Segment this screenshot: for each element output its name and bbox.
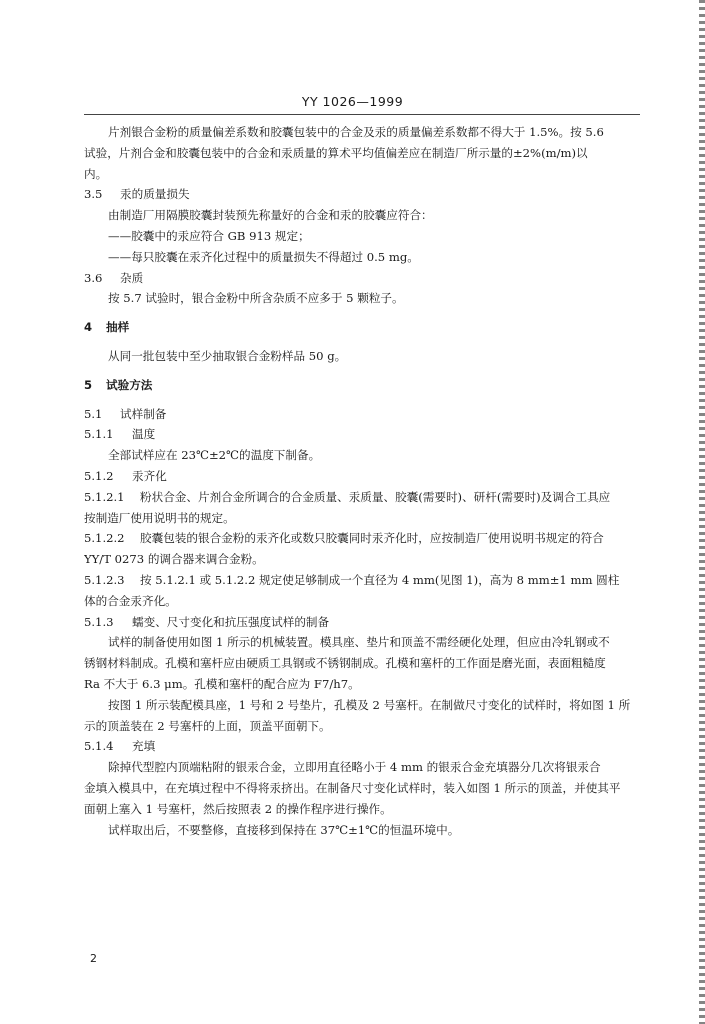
section-number: 5.1.2.3 [84,572,125,587]
section-title: 汞齐化 [132,468,167,483]
section-title: 充填 [132,739,156,754]
section-number: 5.1.1 [84,427,114,442]
paragraph-line: 按图 1 所示装配模具座，1 号和 2 号垫片，孔模及 2 号塞杆。在制做尺寸变化的试样时，将如图 1 所 [108,697,631,712]
paragraph-line: Ra 不大于 6.3 μm。孔模和塞杆的配合应为 F7/h7。 [84,676,360,691]
bullet-line: ——每只胶囊在汞齐化过程中的质量损失不得超过 0.5 mg。 [108,249,419,264]
paragraph-line: 从同一批包装中至少抽取银合金粉样品 50 g。 [108,348,347,363]
clause-text: 胶囊包装的银合金粉的汞齐化或数只胶囊同时汞齐化时，应按制造厂使用说明书规定的符合 [140,531,604,546]
section-title: 汞的质量损失 [120,187,190,202]
clause-5-1-2-3 [84,570,640,591]
section-heading-5-1-2 [84,466,640,487]
paragraph-line: 面朝上塞入 1 号塞杆，然后按照表 2 的操作程序进行操作。 [84,801,392,816]
paragraph-line: YY/T 0273 的调合器来调合金粉。 [84,552,264,567]
section-heading-5-1-4 [84,736,640,757]
scan-edge-artifact [699,0,705,1024]
section-heading-3-6 [84,268,640,289]
paragraph-line: 锈钢材料制成。孔模和塞杆应由硬质工具钢或不锈钢制成。孔模和塞杆的工作面是磨光面，表面粗糙度 [84,656,606,671]
section-number: 5.1.4 [84,739,114,754]
section-number: 5.1.2.1 [84,489,125,504]
paragraph-line: 试验，片剂合金和胶囊包装中的合金和汞质量的算术平均值偏差应在制造厂所示量的±2%(m/m)以 [84,145,588,160]
section-number: 3.5 [84,187,103,202]
paragraph-line: 由制造厂用隔膜胶囊封装预先称量好的合金和汞的胶囊应符合： [108,208,433,223]
clause-text: 按 5.1.2.1 或 5.1.2.2 规定使足够制成一个直径为 4 mm(见图 1)，高为 8 mm±1 mm 圆柱 [140,572,620,587]
clause-5-1-2-1 [84,487,640,508]
section-number: 5.1.3 [84,614,114,629]
page-number: 2 [90,952,97,965]
section-heading-4 [84,317,640,338]
section-heading-3-5 [84,184,640,205]
section-number: 5.1.2.2 [84,531,125,546]
paragraph-line: 试样取出后，不要整修，直接移到保持在 37℃±1℃的恒温环境中。 [108,822,460,837]
section-heading-5-1-1 [84,424,640,445]
clause-5-1-2-2 [84,528,640,549]
clause-text: 粉状合金、片剂合金所调合的合金质量、汞质量、胶囊(需要时)、研杆(需要时)及调合工具应 [140,489,611,504]
section-number: 4 [84,320,93,335]
paragraph-line: 示的顶盖装在 2 号塞杆的上面，顶盖平面朝下。 [84,718,331,733]
section-number: 5 [84,377,93,392]
section-title: 温度 [132,427,156,442]
section-title: 试样制备 [120,406,167,421]
paragraph-line: 按 5.7 试验时，银合金粉中所含杂质不应多于 5 颗粒子。 [108,291,404,306]
document-body [84,122,640,840]
section-heading-5 [84,375,640,396]
paragraph-line: 体的合金汞齐化。 [84,593,177,608]
paragraph-line: 片剂银合金粉的质量偏差系数和胶囊包装中的合金及汞的质量偏差系数都不得大于 1.5%。按 5.6 [108,125,604,139]
paragraph-line: 全部试样应在 23℃±2℃的温度下制备。 [108,448,321,463]
paragraph-line: 金填入模具中，在充填过程中不得将汞挤出。在制备尺寸变化试样时，装入如图 1 所示的顶盖，并使其平 [84,780,621,795]
section-title: 抽样 [106,320,130,335]
section-heading-5-1 [84,404,640,425]
header-rule [84,114,640,115]
paragraph-line: 内。 [84,166,108,181]
section-number: 5.1.2 [84,468,114,483]
section-number: 3.6 [84,270,103,285]
section-number: 5.1 [84,406,103,421]
section-heading-5-1-3 [84,612,640,633]
paragraph-line: 试样的制备使用如图 1 所示的机械装置。模具座、垫片和顶盖不需经硬化处理，但应由冷轧钢或不 [108,635,610,650]
paragraph-line: 按制造厂使用说明书的规定。 [84,510,235,525]
section-title: 蠕变、尺寸变化和抗压强度试样的制备 [132,614,330,629]
section-title: 试验方法 [106,377,153,392]
bullet-line: ——胶囊中的汞应符合 GB 913 规定； [108,228,310,243]
standard-code-header: YY 1026—1999 [301,94,404,109]
section-title: 杂质 [120,270,144,285]
paragraph-line: 除掉代型腔内顶端粘附的银汞合金，立即用直径略小于 4 mm 的银汞合金充填器分几次将银汞合 [108,760,601,775]
